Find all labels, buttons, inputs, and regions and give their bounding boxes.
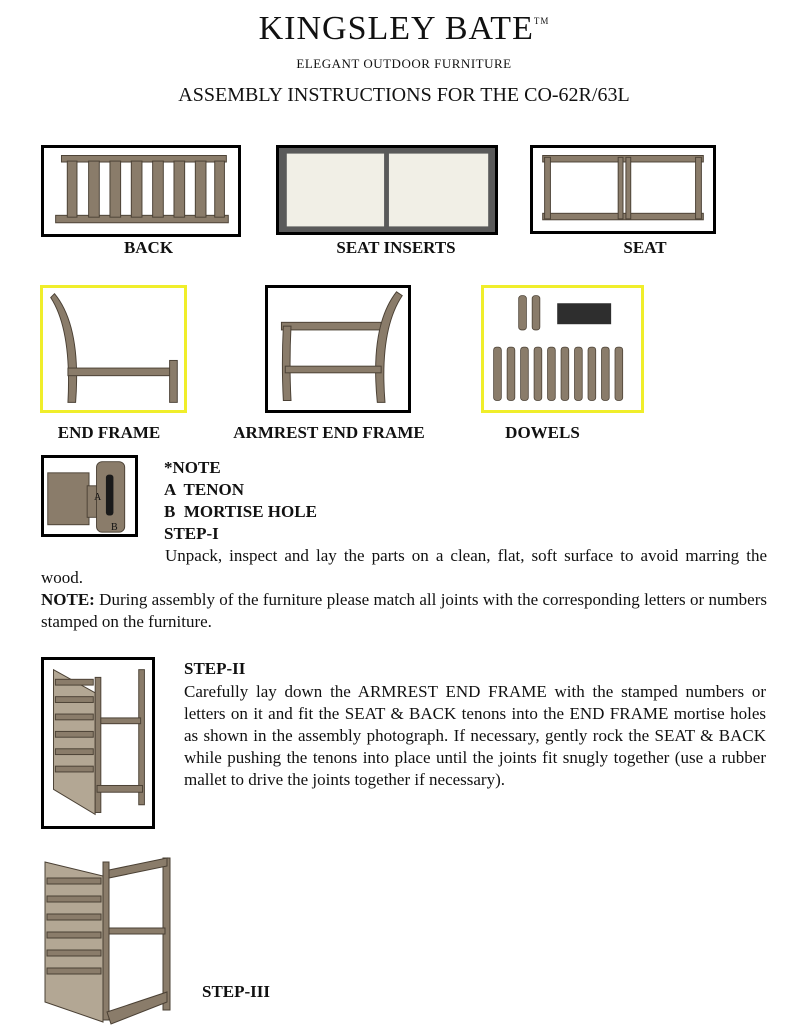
label-dowels: DOWELS — [505, 423, 580, 442]
seat-photo — [530, 145, 716, 234]
seat-inserts-photo — [276, 145, 498, 235]
document-title: ASSEMBLY INSTRUCTIONS FOR THE CO-62R/63L — [178, 84, 630, 106]
back-photo — [41, 145, 241, 237]
step2-text: Carefully lay down the ARMREST END FRAME with the stamped numbers or letters on it and fit the SEAT & BACK tenons into the END FRAME mortise holes as shown in the assembly photograph. If necessary, gently rock the SEAT & BACK while pushing the tenons into place until the joints fit snugly together (use a rubber mallet to drive the joints together if necessary). — [184, 682, 766, 789]
step1-note — [41, 589, 767, 633]
step3-label: STEP-III — [202, 982, 271, 1001]
brand-name: KINGSLEY BATE™ — [258, 10, 550, 47]
label-armrest-end-frame: ARMREST END FRAME — [233, 423, 425, 442]
label-back: BACK — [123, 238, 174, 257]
tenon-mortise-photo — [41, 455, 138, 537]
step3-photo — [41, 852, 176, 1030]
label-seat-inserts: SEAT INSERTS — [336, 238, 456, 257]
marker-b: B — [111, 522, 118, 533]
step1-label: STEP-I — [164, 524, 219, 543]
note-heading: *NOTE — [164, 458, 221, 477]
step1-text: Unpack, inspect and lay the parts on a clean, flat, soft surface to avoid marring the wood. — [41, 546, 767, 587]
marker-a: A — [94, 492, 102, 503]
step2-photo — [41, 657, 155, 829]
trademark: TM — [533, 16, 550, 26]
note-block — [164, 457, 317, 545]
end-frame-photo — [40, 285, 187, 413]
label-seat: SEAT — [623, 238, 667, 257]
step1-note-label: NOTE: — [41, 590, 95, 609]
step1-note-text: During assembly of the furniture please match all joints with the corresponding letters or numbers stamped on the furniture. — [41, 590, 767, 631]
dowels-photo — [481, 285, 644, 413]
armrest-end-frame-photo — [265, 285, 411, 413]
tagline: ELEGANT OUTDOOR FURNITURE — [296, 56, 512, 71]
label-end-frame: END FRAME — [57, 423, 161, 442]
note-mortise-hole: B MORTISE HOLE — [164, 502, 317, 521]
note-tenon: A TENON — [164, 480, 244, 499]
step2-label: STEP-II — [184, 659, 246, 678]
